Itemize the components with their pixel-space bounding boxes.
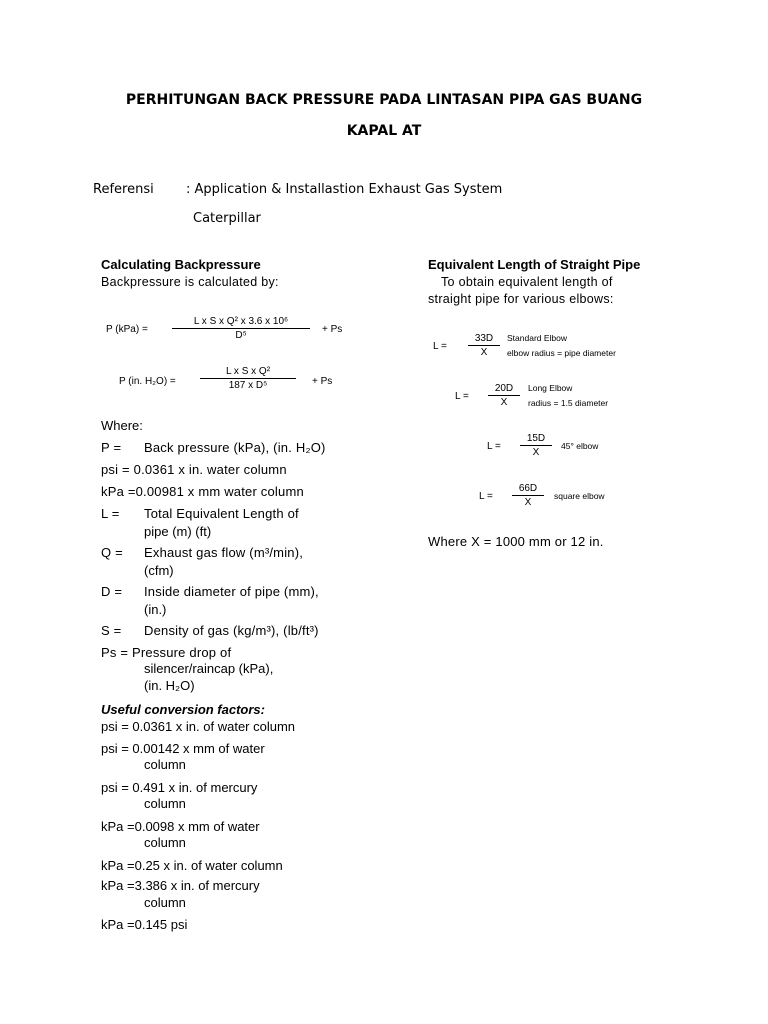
conversion-line: psi = 0.491 x in. of mercury [101, 780, 258, 795]
definition-text: Inside diameter of pipe (mm), [144, 584, 319, 599]
elbow-note: radius = 1.5 diameter [528, 398, 609, 408]
elbow-name: Long Elbow [528, 383, 573, 393]
elbow-fraction [520, 433, 552, 458]
conversion-continuation: column [144, 895, 186, 910]
elbow-denominator: X [524, 497, 532, 508]
elbow-lhs: L = [455, 391, 469, 402]
elbow-note: elbow radius = pipe diameter [507, 348, 616, 358]
formula2-numerator: L x S x Q² [225, 366, 271, 377]
formula1-rhs: + Ps [322, 324, 343, 335]
definition-text: Density of gas (kg/m³), (lb/ft³) [144, 623, 319, 638]
document-subtitle: KAPAL AT [346, 123, 422, 139]
elbow-lhs: L = [487, 441, 501, 452]
definition-symbol: Ps = Pressure drop of [101, 645, 232, 660]
definition-symbol: Q = [101, 545, 123, 560]
fraction-bar [520, 445, 552, 446]
definition-text: Total Equivalent Length of [144, 506, 299, 521]
definition-continuation: pipe (m) (ft) [144, 524, 212, 539]
where-label: Where: [101, 418, 143, 433]
formula2-lhs: P (in. H₂O) = [119, 376, 176, 387]
right-heading: Equivalent Length of Straight Pipe [428, 257, 641, 272]
definition-row [101, 440, 361, 458]
definition-symbol: kPa =0.00981 x mm water column [101, 484, 304, 499]
definition-text: Exhaust gas flow (m³/min), [144, 545, 304, 560]
conversion-line: psi = 0.00142 x mm of water [101, 741, 265, 756]
conversion-continuation: column [144, 796, 186, 811]
right-intro-line1: To obtain equivalent length of [441, 275, 613, 289]
conversion-line: kPa =0.0098 x mm of water [101, 819, 260, 834]
elbow-name: Standard Elbow [507, 333, 568, 343]
reference-label: Referensi [93, 182, 154, 197]
reference-value-line2: Caterpillar [193, 211, 261, 226]
elbow-lhs: L = [479, 491, 493, 502]
conversion-heading: Useful conversion factors: [101, 702, 265, 717]
elbow-numerator: 33D [474, 333, 494, 344]
definition-text: Back pressure (kPa), (in. H₂O) [144, 440, 326, 455]
definition-row [101, 545, 361, 563]
definition-row [101, 506, 361, 524]
fraction-bar [488, 395, 520, 396]
definition-continuation: (in.) [144, 602, 167, 617]
elbow-denominator: X [500, 397, 508, 408]
formula2-rhs: + Ps [312, 376, 333, 387]
formula1-lhs: P (kPa) = [106, 324, 148, 335]
definition-row [101, 484, 361, 502]
definition-symbol: L = [101, 506, 120, 521]
right-where: Where X = 1000 mm or 12 in. [428, 534, 604, 549]
conversion-line: kPa =0.145 psi [101, 917, 188, 932]
formula2-denominator: 187 x D⁵ [228, 380, 268, 391]
elbow-denominator: X [480, 347, 488, 358]
fraction-bar [512, 495, 544, 496]
elbow-numerator: 20D [494, 383, 514, 394]
elbow-fraction [468, 333, 500, 358]
conversion-continuation: column [144, 757, 186, 772]
elbow-numerator: 66D [518, 483, 538, 494]
conversion-line: kPa =3.386 x in. of mercury [101, 878, 260, 893]
definition-symbol: S = [101, 623, 122, 638]
fraction-bar [200, 378, 296, 379]
definition-row [101, 462, 361, 480]
formula1-fraction [172, 316, 310, 341]
conversion-continuation: column [144, 835, 186, 850]
definition-continuation: (cfm) [144, 563, 174, 578]
fraction-bar [172, 328, 310, 329]
definition-symbol: psi = 0.0361 x in. water column [101, 462, 287, 477]
reference-value: : Application & Installastion Exhaust Gas System [186, 182, 503, 197]
elbow-name: 45° elbow [561, 441, 599, 451]
document-title: PERHITUNGAN BACK PRESSURE PADA LINTASAN PIPA GAS BUANG [125, 92, 643, 108]
definition-row [101, 584, 361, 602]
formula1-denominator: D⁵ [235, 330, 247, 341]
elbow-fraction [512, 483, 544, 508]
definition-continuation: (in. H₂O) [144, 678, 195, 693]
definition-continuation: silencer/raincap (kPa), [144, 661, 274, 676]
formula2-fraction [200, 366, 296, 391]
left-heading: Calculating Backpressure [101, 257, 261, 272]
elbow-name: square elbow [554, 491, 605, 501]
definition-row [101, 623, 361, 641]
elbow-denominator: X [532, 447, 540, 458]
elbow-lhs: L = [433, 341, 447, 352]
formula1-numerator: L x S x Q² x 3.6 x 10⁶ [193, 316, 289, 327]
elbow-numerator: 15D [526, 433, 546, 444]
conversion-line: psi = 0.0361 x in. of water column [101, 719, 296, 734]
fraction-bar [468, 345, 500, 346]
right-intro-line2: straight pipe for various elbows: [428, 292, 614, 306]
definition-symbol: P = [101, 440, 122, 455]
definition-symbol: D = [101, 584, 123, 599]
conversion-line: kPa =0.25 x in. of water column [101, 858, 283, 873]
left-intro: Backpressure is calculated by: [101, 275, 279, 289]
elbow-fraction [488, 383, 520, 408]
